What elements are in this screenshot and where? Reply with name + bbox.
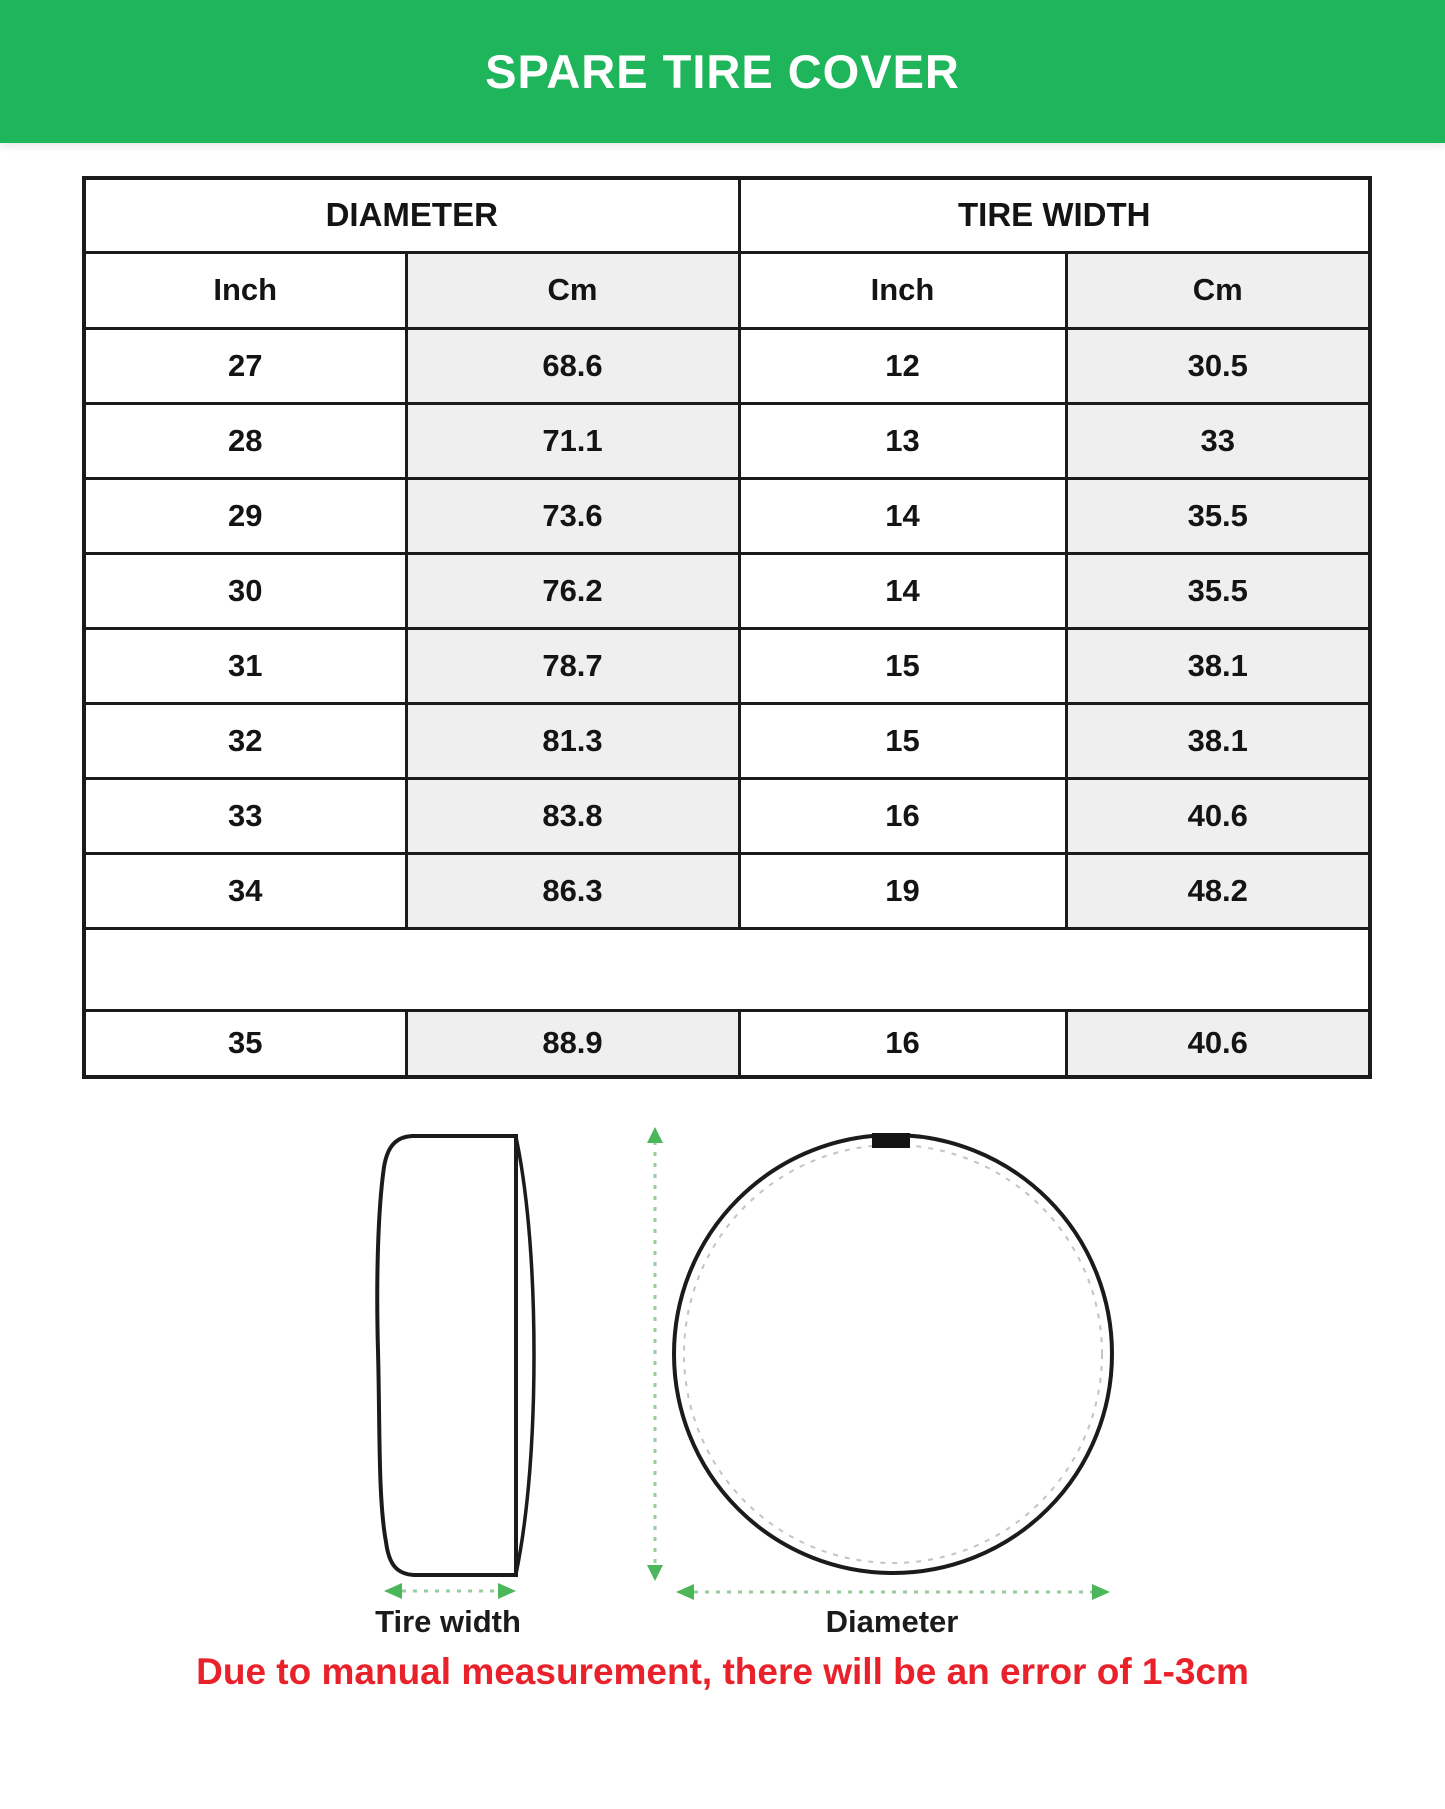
page-title: SPARE TIRE COVER xyxy=(485,45,960,98)
tire-width-cm-cell: 40.6 xyxy=(1066,778,1370,853)
table-body xyxy=(84,328,1370,1077)
tire-width-label: Tire width xyxy=(375,1604,521,1639)
table-row xyxy=(84,1010,1370,1077)
table-row xyxy=(84,928,1370,1010)
tire-width-inch-cell: 16 xyxy=(739,778,1066,853)
diameter-inch-cell: 27 xyxy=(84,328,406,403)
diameter-cm-cell: 83.8 xyxy=(406,778,739,853)
diameter-cm-cell: 68.6 xyxy=(406,328,739,403)
diameter-inch-cell: 32 xyxy=(84,703,406,778)
tire-width-inch-cell: 14 xyxy=(739,478,1066,553)
diameter-inch-cell: 35 xyxy=(84,1010,406,1077)
table-header-diameter: DIAMETER xyxy=(84,178,739,252)
tire-side-view-outline xyxy=(377,1136,516,1575)
table-row xyxy=(84,553,1370,628)
tire-width-inch-cell: 16 xyxy=(739,1010,1066,1077)
table-sub-header-row xyxy=(84,252,1370,328)
tire-width-cm-cell: 38.1 xyxy=(1066,703,1370,778)
tire-width-cm-cell: 48.2 xyxy=(1066,853,1370,928)
table-group-header-row xyxy=(84,178,1370,252)
table-header-tire-width: TIRE WIDTH xyxy=(739,178,1370,252)
tire-width-cm-cell: 33 xyxy=(1066,403,1370,478)
tire-width-inch-cell: 13 xyxy=(739,403,1066,478)
valve-notch-rect xyxy=(872,1133,910,1148)
diameter-cm-cell: 81.3 xyxy=(406,703,739,778)
subheader-diameter-inch: Inch xyxy=(84,252,406,328)
tire-front-circle xyxy=(674,1135,1112,1573)
size-table xyxy=(82,176,1372,1079)
table-row xyxy=(84,628,1370,703)
tire-width-inch-cell: 19 xyxy=(739,853,1066,928)
table-row xyxy=(84,328,1370,403)
diameter-cm-cell: 71.1 xyxy=(406,403,739,478)
tire-width-cm-cell: 30.5 xyxy=(1066,328,1370,403)
tire-width-cm-cell: 40.6 xyxy=(1066,1010,1370,1077)
diameter-horizontal-arrow xyxy=(676,1584,1110,1600)
subheader-width-inch: Inch xyxy=(739,252,1066,328)
table-row xyxy=(84,778,1370,853)
tire-sidewall-curve xyxy=(516,1137,534,1574)
subheader-diameter-cm: Cm xyxy=(406,252,739,328)
subheader-width-cm: Cm xyxy=(1066,252,1370,328)
tire-width-cm-cell: 38.1 xyxy=(1066,628,1370,703)
diameter-cm-cell: 86.3 xyxy=(406,853,739,928)
tire-width-inch-cell: 15 xyxy=(739,703,1066,778)
size-table-wrapper xyxy=(82,176,1368,1079)
table-row xyxy=(84,853,1370,928)
diameter-cm-cell: 78.7 xyxy=(406,628,739,703)
diameter-inch-cell: 34 xyxy=(84,853,406,928)
tire-width-inch-cell: 14 xyxy=(739,553,1066,628)
diameter-inch-cell: 30 xyxy=(84,553,406,628)
tire-width-cm-cell: 35.5 xyxy=(1066,553,1370,628)
tire-measurement-diagram xyxy=(0,1079,1445,1639)
diameter-inch-cell: 28 xyxy=(84,403,406,478)
diameter-inch-cell: 31 xyxy=(84,628,406,703)
diameter-inch-cell: 29 xyxy=(84,478,406,553)
empty-spacer-cell xyxy=(84,928,1370,1010)
title-banner xyxy=(0,0,1445,143)
table-row xyxy=(84,478,1370,553)
diameter-label: Diameter xyxy=(825,1604,959,1639)
measurement-disclaimer: Due to manual measurement, there will be an error of 1-3cm xyxy=(196,1651,1249,1692)
table-row xyxy=(84,703,1370,778)
diameter-inch-cell: 33 xyxy=(84,778,406,853)
diameter-cm-cell: 73.6 xyxy=(406,478,739,553)
tire-width-inch-cell: 15 xyxy=(739,628,1066,703)
diameter-vertical-arrow xyxy=(647,1127,663,1581)
tire-width-inch-cell: 12 xyxy=(739,328,1066,403)
table-row xyxy=(84,403,1370,478)
diameter-cm-cell: 76.2 xyxy=(406,553,739,628)
tire-width-arrow xyxy=(384,1583,516,1599)
tire-width-cm-cell: 35.5 xyxy=(1066,478,1370,553)
diameter-cm-cell: 88.9 xyxy=(406,1010,739,1077)
